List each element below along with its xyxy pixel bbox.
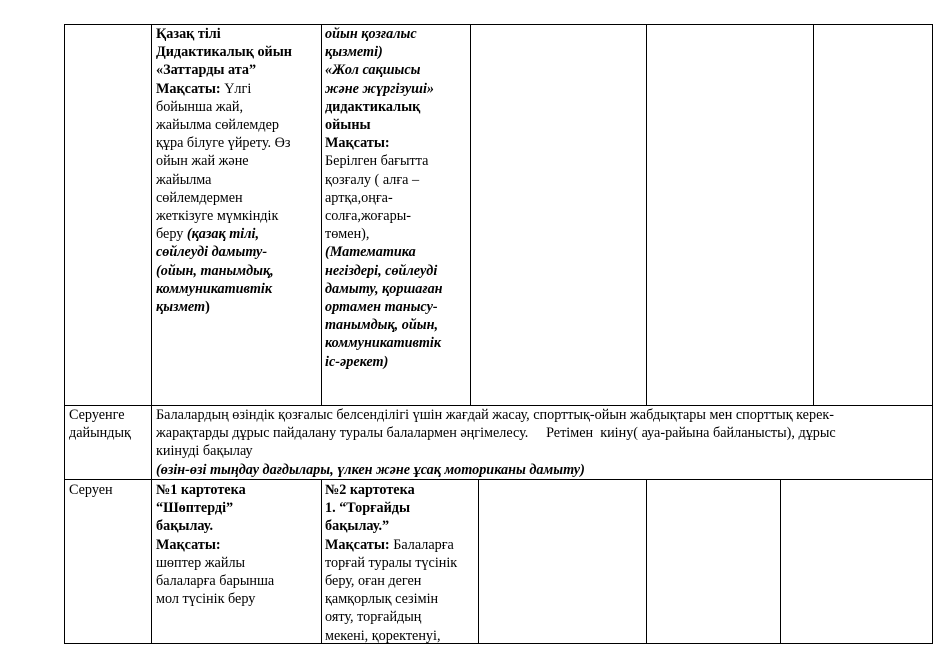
r1c2-plain: ) — [205, 299, 210, 316]
r1c2-line: сөйлеуді дамыту- — [156, 244, 268, 261]
r1c3-line: (Математика — [325, 244, 416, 261]
r1c2-line — [156, 80, 319, 98]
r1c3-line: қызметі) — [325, 44, 383, 61]
r1c3-line: дидактикалық — [325, 98, 421, 115]
r3-label-cell — [69, 481, 151, 511]
r1c2-line: сөйлемдермен — [156, 189, 243, 206]
r3c3-goal-label: Мақсаты: — [325, 536, 390, 553]
r1c3-line: ойыны — [325, 117, 371, 134]
r1c2-line: жеткізуге мүмкіндік — [156, 208, 279, 225]
r3c3-line: бақылау.” — [325, 518, 390, 535]
r1c2-line: жайылма — [156, 171, 212, 188]
r1c2-italic: қызмет — [156, 299, 206, 316]
r2-content-line: Балалардың өзіндік қозғалыс белсенділігі үшін жағдай жасау, спорттық-ойын жабдықтары мен спорттық керек- — [156, 407, 834, 423]
r1c2-line: құра білуге үйрету. Өз — [156, 135, 291, 152]
r3c2-line: бақылау. — [156, 518, 213, 535]
r1c2-goal-text: Үлгі — [220, 80, 252, 97]
r1c3-line: ортамен танысу- — [325, 299, 438, 316]
r1c2-line: Дидактикалық ойын — [156, 44, 292, 61]
r1c2-plain: беру — [156, 226, 187, 243]
r1c3-line: және жүргізуші» — [325, 80, 434, 97]
r1c2-italic: (қазақ тілі, — [186, 226, 260, 243]
r2-label-line: дайындық — [69, 425, 131, 442]
r1c2-line: жайылма сөйлемдер — [156, 117, 279, 134]
r3-col2-cell — [156, 481, 319, 643]
r1c3-line: Берілген бағытта — [325, 153, 429, 170]
r1c3-line: танымдық, ойын, — [325, 317, 438, 334]
r1-col2-cell — [156, 25, 319, 405]
r1c3-line: қозғалу ( алға – — [325, 171, 420, 188]
r1c3-line: негіздері, сөйлеуді — [325, 262, 438, 279]
r3c2-line: шөптер жайлы — [156, 554, 246, 571]
r3c3-line: 1. “Торғайды — [325, 500, 411, 517]
r3c3-line: ояту, торғайдың — [325, 609, 422, 626]
r3c3-line: торғай туралы түсінік — [325, 554, 458, 571]
r1c3-line: ойын қозғалыс — [325, 26, 417, 42]
r1c3-line: дамыту, қоршаған — [325, 280, 443, 297]
r2-label-line: Серуенге — [69, 407, 125, 423]
r1c2-goal-label: Мақсаты: — [156, 80, 221, 97]
r2-label-cell — [69, 406, 151, 479]
r1-col3-cell — [325, 25, 469, 405]
r2-content-cell — [156, 406, 932, 479]
r1c2-line: ойын жай және — [156, 153, 249, 170]
r3c3-goal-text: Балаларға — [389, 536, 454, 553]
r1c2-line: бойынша жай, — [156, 98, 244, 115]
r3c3-line — [325, 536, 477, 554]
r1c3-line: артқа,оңға- — [325, 189, 393, 206]
r1c3-line: іс-әрекет) — [325, 353, 389, 370]
r3c2-line: №1 картотека — [156, 482, 246, 498]
r1c2-line: коммуникативтік — [156, 280, 273, 297]
r3-col3-cell — [325, 481, 477, 643]
r1c3-line: «Жол сақшысы — [325, 62, 421, 79]
r3c3-line: беру, оған деген — [325, 573, 422, 590]
r3c3-line: мекені, қоректенуі, — [325, 627, 441, 643]
r1c2-line: Қазақ тілі — [156, 26, 221, 42]
r1c2-line — [156, 298, 319, 316]
r1c3-line: Мақсаты: — [325, 135, 390, 152]
r1c3-line: солға,жоғары- — [325, 208, 411, 225]
r2-content-line: (өзін-өзі тыңдау дағдылары, үлкен және ұсақ моториканы дамыту) — [156, 461, 585, 478]
r1c2-line: (ойын, танымдық, — [156, 262, 274, 279]
r3c2-line: мол түсінік беру — [156, 591, 256, 608]
r3c2-line: балаларға барынша — [156, 573, 275, 590]
r2-content-line: киінуді бақылау — [156, 443, 253, 460]
r1c2-line: «Заттарды ата” — [156, 62, 257, 79]
r3c3-line: қамқорлық сезімін — [325, 591, 439, 608]
r1c2-line — [156, 225, 319, 243]
r3c2-line: “Шөптерді” — [156, 500, 234, 517]
r2-content-line: жарақтарды дұрыс пайдалану туралы балалармен әңгімелесу. Ретімен киіну( ауа-райына байланысты), дұрыс — [156, 425, 836, 442]
r3-label: Серуен — [69, 482, 113, 498]
r3c3-line: №2 картотека — [325, 482, 415, 498]
r1c3-line: коммуникативтік — [325, 335, 442, 352]
r3c2-line: Мақсаты: — [156, 536, 221, 553]
r1c3-line: төмен), — [325, 226, 370, 243]
